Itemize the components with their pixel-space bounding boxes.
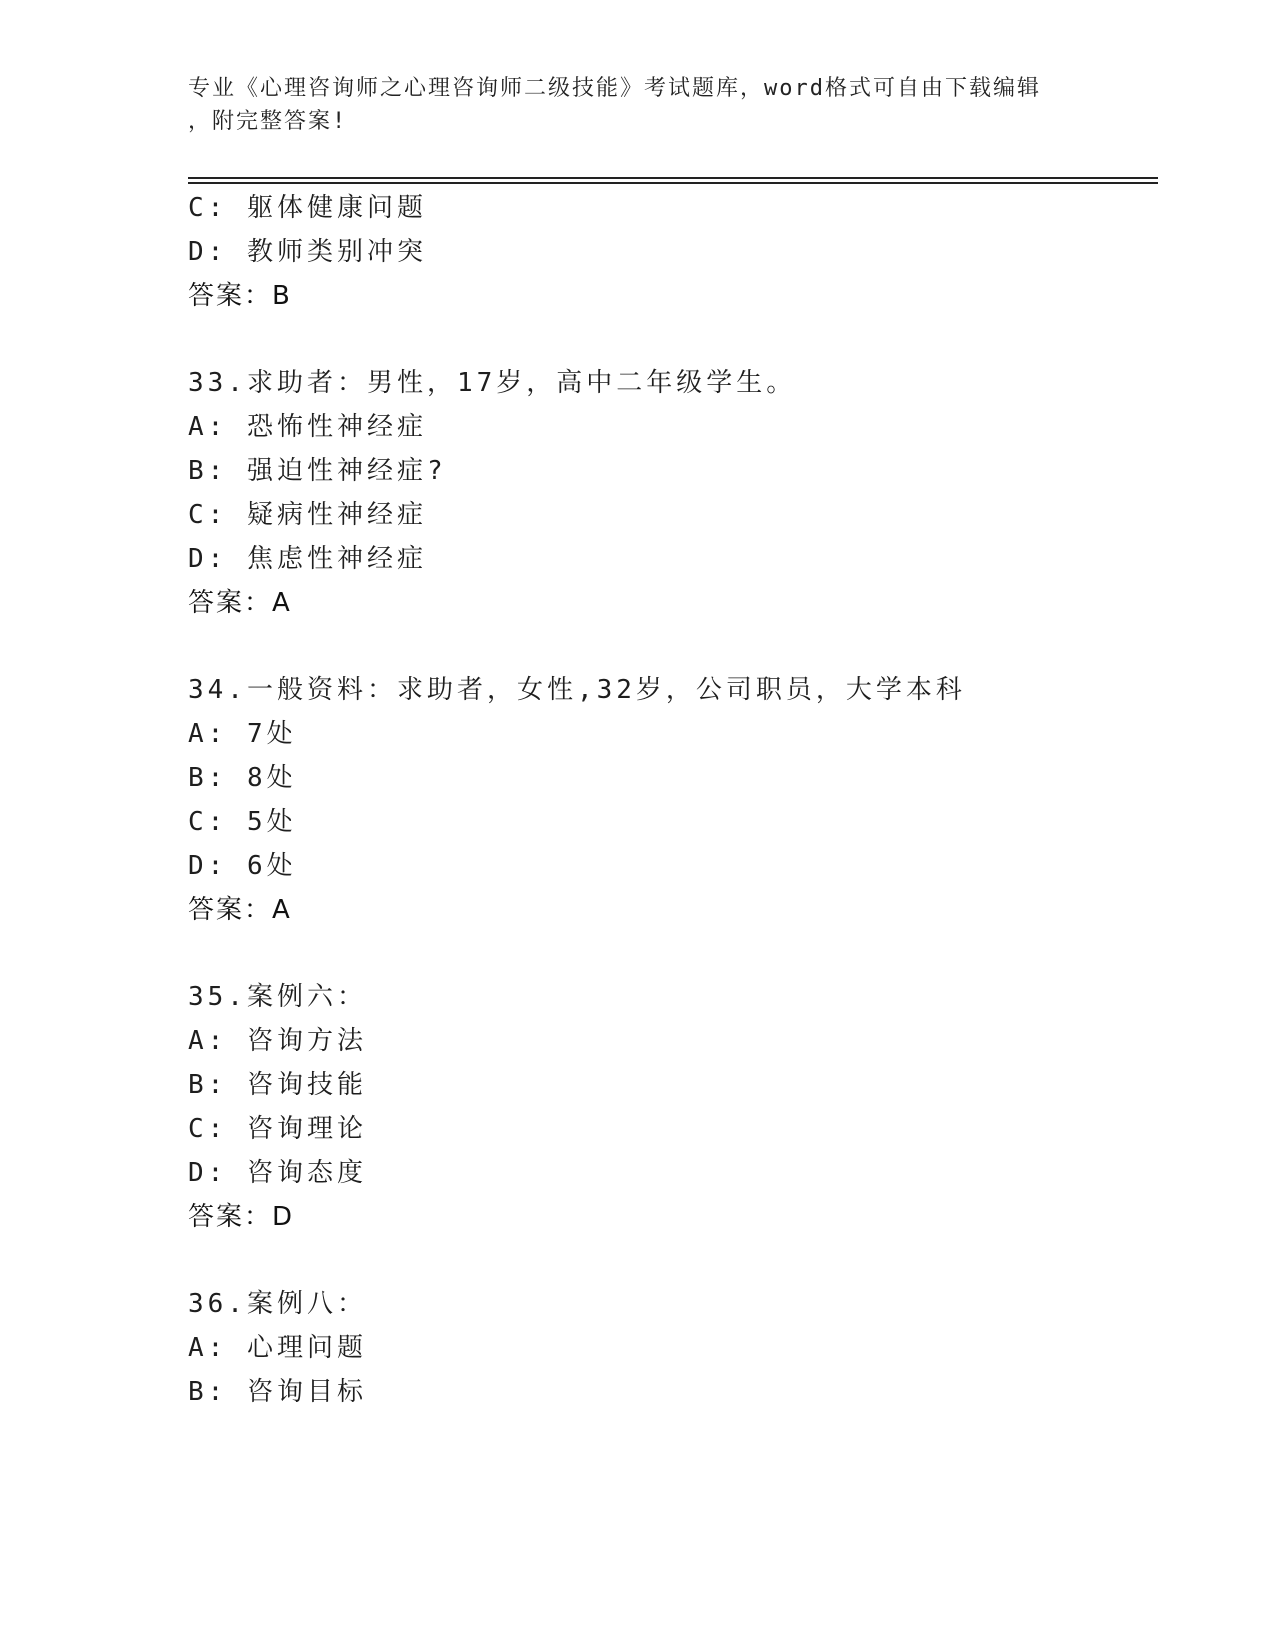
option-c: C: 5处	[188, 807, 297, 837]
option-d: D: 咨询态度	[188, 1158, 367, 1188]
option-a: A: 心理问题	[188, 1333, 367, 1363]
answer-line: 答案：B	[188, 281, 292, 311]
question-stem: 34.一般资料：求助者，女性,32岁，公司职员，大学本科	[188, 675, 966, 705]
header-divider-bottom	[188, 182, 1158, 184]
question-stem: 36.案例八：	[188, 1289, 367, 1319]
option-b: B: 强迫性神经症?	[188, 456, 447, 486]
answer-line: 答案：A	[188, 588, 292, 618]
answer-line: 答案：D	[188, 1202, 295, 1232]
header-divider-top	[188, 177, 1158, 179]
header-title-line1: 专业《心理咨询师之心理咨询师二级技能》考试题库，word格式可自由下载编辑	[188, 76, 1041, 101]
question-stem: 33.求助者：男性，17岁，高中二年级学生。	[188, 368, 797, 398]
option-c: C: 咨询理论	[188, 1114, 367, 1144]
option-a: A: 咨询方法	[188, 1026, 367, 1056]
option-b: B: 咨询技能	[188, 1070, 367, 1100]
option-b: B: 8处	[188, 763, 297, 793]
document-header	[188, 72, 1088, 138]
header-title-line2: ，附完整答案!	[188, 109, 348, 134]
option-a: A: 恐怖性神经症	[188, 412, 427, 442]
option-a: A: 7处	[188, 719, 297, 749]
option-d: D: 教师类别冲突	[188, 237, 427, 267]
option-c: C: 躯体健康问题	[188, 193, 427, 223]
option-d: D: 6处	[188, 851, 297, 881]
option-d: D: 焦虑性神经症	[188, 544, 427, 574]
question-stem: 35.案例六：	[188, 982, 367, 1012]
option-b: B: 咨询目标	[188, 1377, 367, 1407]
option-c: C: 疑病性神经症	[188, 500, 427, 530]
answer-line: 答案：A	[188, 895, 292, 925]
